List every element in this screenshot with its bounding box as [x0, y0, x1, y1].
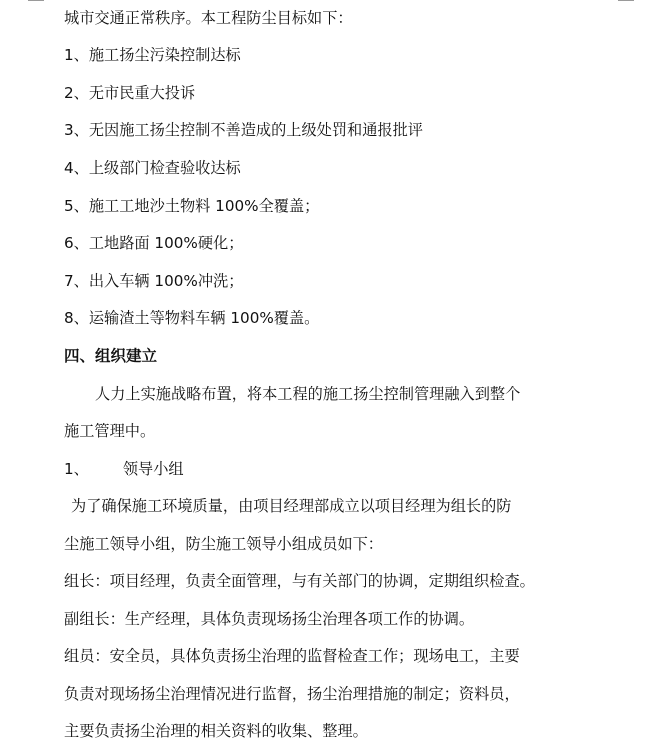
target-item: 1、施工扬尘污染控制达标: [64, 46, 241, 64]
members-line: 负责对现场扬尘治理情况进行监督，扬尘治理措施的制定；资料员，: [64, 685, 520, 703]
members-line: 组员：安全员，具体负责扬尘治理的监督检查工作；现场电工，主要: [64, 647, 520, 665]
deputy-leader-line: 副组长：生产经理，具体负责现场扬尘治理各项工作的协调。: [64, 610, 475, 628]
subsection-paragraph-line: 尘施工领导小组，防尘施工领导小组成员如下：: [64, 535, 383, 553]
section-paragraph-line: 施工管理中。: [64, 422, 156, 440]
section-paragraph-line: 人力上实施战略布置，将本工程的施工扬尘控制管理融入到整个: [95, 385, 521, 403]
leader-line: 组长：项目经理，负责全面管理，与有关部门的协调，定期组织检查。: [64, 572, 535, 590]
subsection-heading: [64, 459, 184, 479]
target-item: 4、上级部门检查验收达标: [64, 159, 241, 177]
margin-corner-mark: [28, 0, 44, 1]
subsection-number: 1、: [64, 460, 89, 478]
target-item: 3、无因施工扬尘控制不善造成的上级处罚和通报批评: [64, 121, 423, 139]
target-item: 8、运输渣土等物料车辆 100%覆盖。: [64, 309, 320, 327]
target-item: 6、工地路面 100%硬化；: [64, 234, 244, 252]
margin-corner-mark: [618, 0, 634, 1]
subsection-paragraph-line: 为了确保施工环境质量，由项目经理部成立以项目经理为组长的防: [71, 497, 512, 515]
section-heading: 四、组织建立: [64, 347, 158, 365]
members-line: 主要负责扬尘治理的相关资料的收集、整理。: [64, 722, 368, 740]
target-item: 2、无市民重大投诉: [64, 84, 196, 102]
subsection-title: 领导小组: [122, 460, 184, 478]
intro-line: 城市交通正常秩序。本工程防尘目标如下：: [64, 9, 353, 27]
target-item: 7、出入车辆 100%冲洗；: [64, 272, 244, 290]
target-item: 5、施工工地沙土物料 100%全覆盖；: [64, 197, 320, 215]
